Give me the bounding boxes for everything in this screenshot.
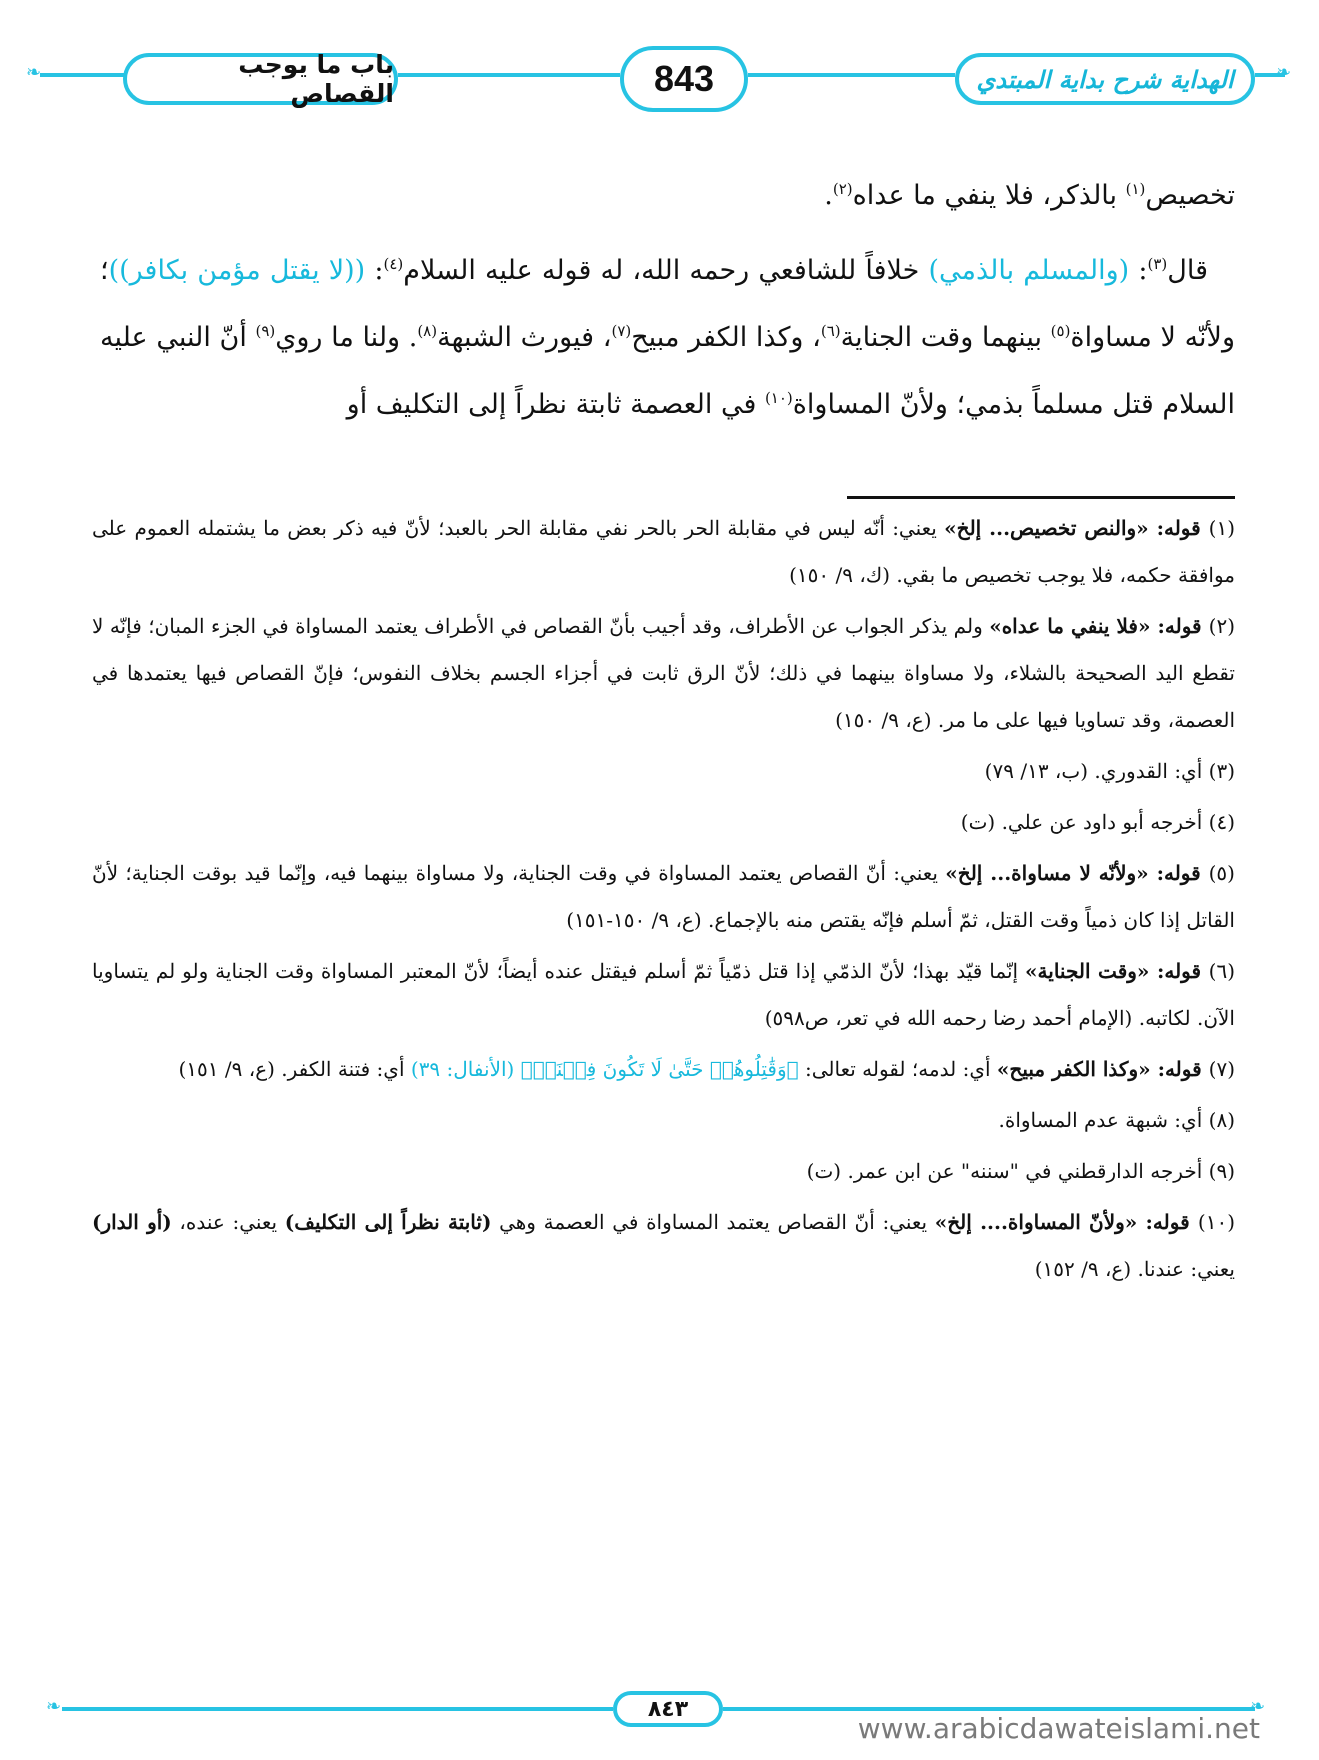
footnote-3 xyxy=(92,748,1235,795)
footnote-4 xyxy=(92,799,1235,846)
footnote-10 xyxy=(92,1199,1235,1293)
text: : xyxy=(365,255,384,286)
ornament-icon: ❧ xyxy=(1276,62,1292,83)
page-header xyxy=(0,0,1319,150)
footnote-number: (٧) xyxy=(1208,1057,1235,1081)
text: في العصمة ثابتة نظراً إلى التكليف أو xyxy=(346,389,765,420)
chapter-title xyxy=(123,50,398,108)
text: بينهما وقت الجناية xyxy=(840,322,1051,353)
book-title xyxy=(955,53,1255,105)
text: . xyxy=(824,180,833,211)
footnote-8 xyxy=(92,1097,1235,1144)
footer-rule-left xyxy=(62,1707,613,1711)
footnote-number: (٦) xyxy=(1208,959,1235,983)
main-paragraph-1 xyxy=(100,162,1235,229)
footnote-ref: (٧) xyxy=(611,322,632,340)
footnote-text: أي: لدمه؛ لقوله تعالى: xyxy=(798,1057,997,1081)
text: : xyxy=(1129,255,1148,286)
footer-page-number-text: ٨٤٣ xyxy=(647,1696,689,1722)
ornament-icon: ❧ xyxy=(46,1696,62,1717)
footer-rule-right xyxy=(723,1707,1255,1711)
footnote-ref: (١٠) xyxy=(764,389,793,407)
footnote-2 xyxy=(92,603,1235,744)
footnote-6 xyxy=(92,948,1235,1042)
footnote-ref: (٤) xyxy=(383,255,404,273)
footnote-number: (٨) xyxy=(1208,1108,1235,1132)
footnote-lead: قوله: «فلا ينفي ما عداه» xyxy=(989,614,1209,638)
text: خلافاً للشافعي رحمه الله، له قوله عليه السلام xyxy=(403,255,929,286)
chapter-title-text: باب ما يوجب القصاص xyxy=(238,50,394,108)
footnote-lead: قوله: «ولأنّه لا مساواة... إلخ» xyxy=(945,861,1209,885)
footnote-bold: (أو الدار) xyxy=(92,1210,172,1234)
quran-verse: ﴿وَقَٰتِلُوهُمۡ حَتَّىٰ لَا تَكُونَ فِتۡنَةٞ﴾ (الأنفال: ٣٩) xyxy=(410,1057,799,1081)
footnote-number: (٩) xyxy=(1208,1159,1235,1183)
footnote-number: (١) xyxy=(1208,516,1235,540)
page-number-text: 843 xyxy=(653,58,715,99)
footnote-lead: قوله: «وكذا الكفر مبيح» xyxy=(996,1057,1209,1081)
footnote-text: أي: فتنة الكفر. (ع، ٩/ ١٥١) xyxy=(178,1057,411,1081)
footnote-ref: (٢) xyxy=(832,180,853,198)
footnote-separator xyxy=(847,496,1235,499)
footnote-ref: (٦) xyxy=(820,322,841,340)
footnote-text: يعني: أنّ القصاص يعتمد المساواة في العصمة وهي xyxy=(491,1210,935,1234)
footnote-text: ولم يذكر الجواب عن الأطراف، وقد أجيب بأنّ القصاص في الأطراف يعتمد المساواة في الجزء المبان؛ فإنّه لا تقطع اليد الصحيحة بالشلاء، ولا مساواة بينهما في ذلك؛ لأنّ الرق ثابت في أجزاء الجسم بخلاف النفوس؛ فإنّ القصاص فيها يعتمدها في العصمة، وقد تساويا فيها على ما مر. (ع، ٩/ ١٥٠) xyxy=(92,614,1235,732)
footnote-number: (٢) xyxy=(1208,614,1236,638)
footnote-text: يعني: عندنا. (ع، ٩/ ١٥٢) xyxy=(1034,1257,1235,1281)
footnote-ref: (٣) xyxy=(1147,255,1168,273)
footnote-ref: (٥) xyxy=(1050,322,1071,340)
footnote-lead: قوله: «والنص تخصيص... إلخ» xyxy=(944,516,1209,540)
header-rule-mid-left xyxy=(398,73,620,77)
page-number-badge xyxy=(620,46,748,112)
text: ، فيورث الشبهة xyxy=(437,322,612,353)
footnote-text: أي: شبهة عدم المساواة. xyxy=(998,1108,1209,1132)
footnote-ref: (١) xyxy=(1125,180,1146,198)
hadith-quote: ((لا يقتل مؤمن بكافر)) xyxy=(108,255,366,286)
text: بالذكر، فلا ينفي ما عداه xyxy=(852,180,1126,211)
main-paragraph-2 xyxy=(100,237,1235,438)
website-url: www.arabicdawateislami.net xyxy=(857,1712,1260,1745)
text: . ولنا ما روي xyxy=(275,322,418,353)
book-title-text: الهداية شرح بداية المبتدي xyxy=(976,64,1234,94)
footnote-lead: قوله: «ولأنّ المساواة.... إلخ» xyxy=(934,1210,1198,1234)
footnote-ref: (٩) xyxy=(255,322,276,340)
footnote-9 xyxy=(92,1148,1235,1195)
footnote-number: (٤) xyxy=(1208,810,1235,834)
footnote-number: (٥) xyxy=(1208,861,1235,885)
header-rule-mid-right xyxy=(748,73,955,77)
text: أنّ النبي عليه السلام قتل مسلماً بذمي؛ ولأنّ المساواة xyxy=(100,322,1235,420)
footnote-text: يعني: عنده، xyxy=(171,1210,285,1234)
main-text xyxy=(100,162,1235,446)
footnote-bold: (ثابتة نظراً إلى التكليف) xyxy=(284,1210,492,1234)
footnote-text: يعني: أنّ القصاص يعتمد المساواة في وقت الجناية، ولا مساواة بينهما فيه، وإنّما قيد بوقت الجناية؛ لأنّ القاتل إذا كان ذمياً وقت القتل، ثمّ أسلم فإنّه يقتص منه بالإجماع. (ع، ٩/ ١٥٠-١٥١) xyxy=(92,861,1235,932)
footnote-text: يعني: أنّه ليس في مقابلة الحر بالحر نفي مقابلة الحر بالعبد؛ لأنّ فيه ذكر بعض ما يشتمله العموم على موافقة حكمه، فلا يوجب تخصيص ما بقي. (ك، ٩/ ١٥٠) xyxy=(92,516,1235,587)
footnote-ref: (٨) xyxy=(417,322,438,340)
text: قال xyxy=(1167,255,1208,286)
text: ؛ ولأنّه لا مساواة xyxy=(100,255,1235,353)
footnote-text: أخرجه الدارقطني في "سننه" عن ابن عمر. (ت) xyxy=(806,1159,1209,1183)
text: ، وكذا الكفر مبيح xyxy=(631,322,821,353)
footnote-number: (١٠) xyxy=(1197,1210,1235,1234)
matn-quote: (والمسلم بالذمي) xyxy=(928,255,1130,286)
header-rule-left xyxy=(40,73,125,77)
footnote-number: (٣) xyxy=(1208,759,1235,783)
footnote-text: أخرجه أبو داود عن علي. (ت) xyxy=(960,810,1209,834)
ornament-icon: ❧ xyxy=(26,62,42,83)
text: تخصيص xyxy=(1145,180,1235,211)
footnote-lead: قوله: «وقت الجناية» xyxy=(1025,959,1209,983)
ornament-icon: ❧ xyxy=(1250,1696,1266,1717)
footnote-text: أي: القدوري. (ب، ١٣/ ٧٩) xyxy=(984,759,1209,783)
footnote-5 xyxy=(92,850,1235,944)
footnote-1 xyxy=(92,505,1235,599)
footnote-text: إنّما قيّد بهذا؛ لأنّ الذمّي إذا قتل ذمّياً ثمّ أسلم فيقتل عنده أيضاً؛ لأنّ المعتبر المساواة وقت الجناية ولو لم يتساويا الآن. لكاتبه. (الإمام أحمد رضا رحمه الله في تعر، ص٥٩٨) xyxy=(92,959,1235,1030)
footnotes xyxy=(92,505,1235,1297)
footer-page-number xyxy=(613,1691,723,1727)
footnote-7 xyxy=(92,1046,1235,1093)
